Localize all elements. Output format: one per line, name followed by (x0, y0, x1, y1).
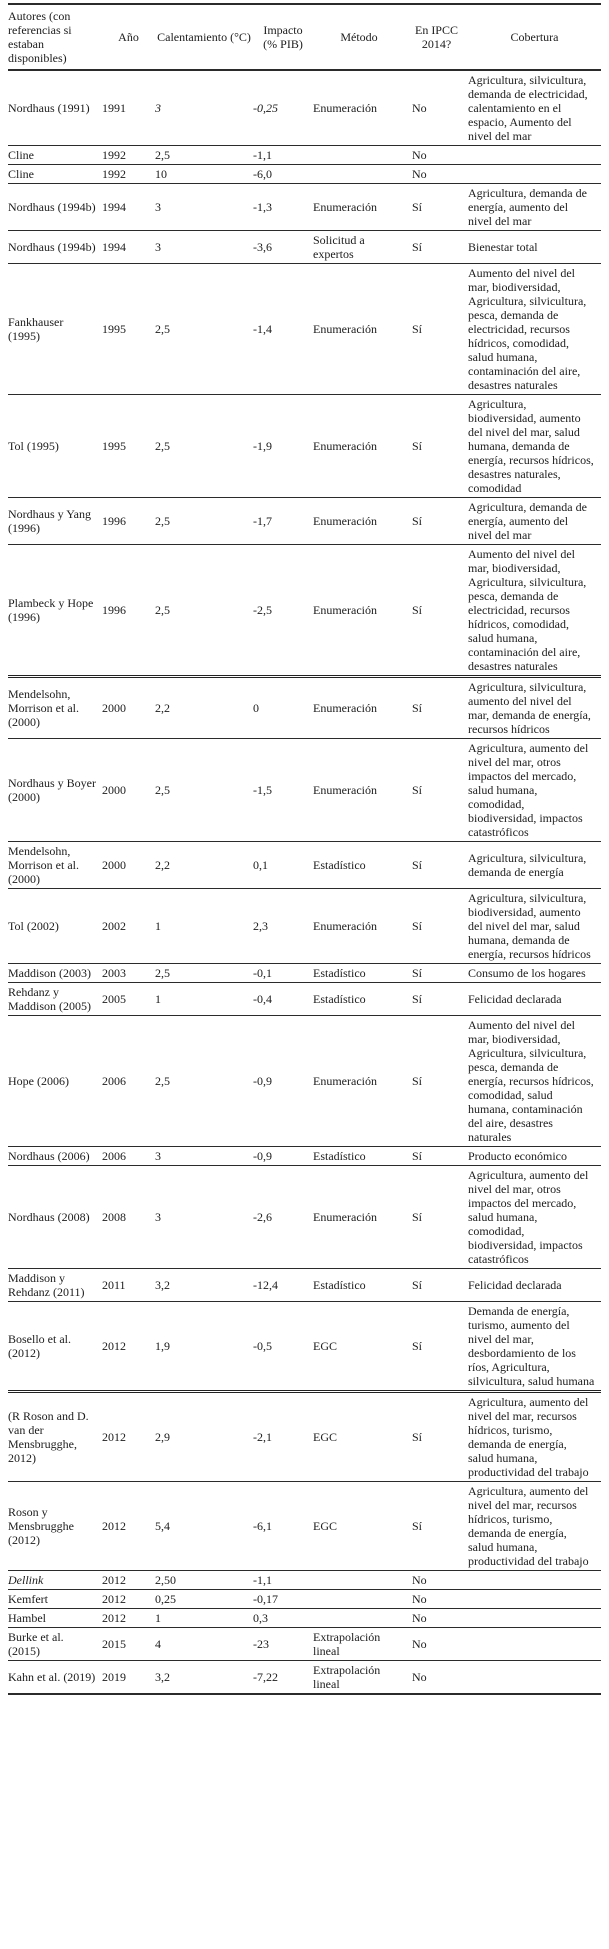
cell-year: 2015 (102, 1628, 155, 1661)
cell-year: 2002 (102, 889, 155, 964)
cell-impact: -1,4 (253, 264, 313, 395)
cell-ipcc: Sí (405, 184, 468, 231)
cell-author: Nordhaus y Yang (1996) (8, 498, 102, 545)
cell-ipcc: Sí (405, 842, 468, 889)
cell-warming: 3,2 (155, 1269, 253, 1302)
cell-coverage: Agricultura, silvicultura, biodiversidad, aumento del nivel del mar, salud humana, demanda de energía, recursos hídricos (468, 889, 601, 964)
cell-author: Maddison y Rehdanz (2011) (8, 1269, 102, 1302)
cell-ipcc: Sí (405, 964, 468, 983)
table-row (8, 1147, 601, 1166)
cell-coverage: Consumo de los hogares (468, 964, 601, 983)
cell-warming: 3 (155, 184, 253, 231)
cell-author: Bosello et al. (2012) (8, 1302, 102, 1392)
cell-coverage: Bienestar total (468, 231, 601, 264)
cell-author: Nordhaus (1991) (8, 101, 90, 115)
cell-year: 2008 (102, 1166, 155, 1269)
cell-ipcc: No (405, 1628, 468, 1661)
cell-ipcc: Sí (405, 1166, 468, 1269)
cell-method (313, 1590, 405, 1609)
cell-author: Dellink (8, 1571, 102, 1590)
col-header-coverage: Cobertura (468, 4, 601, 70)
cell-method: Enumeración (313, 1166, 405, 1269)
table-row (8, 1016, 601, 1147)
cell-year: 1996 (102, 545, 155, 677)
cell-year: 2012 (102, 1392, 155, 1482)
cell-impact: -0,17 (253, 1590, 313, 1609)
cell-coverage (468, 1661, 601, 1695)
cell-warming: 1 (155, 983, 253, 1016)
cell-impact: 2,3 (253, 889, 313, 964)
cell-method (313, 1571, 405, 1590)
table-row (8, 1269, 601, 1302)
cell-author: Cline (8, 165, 102, 184)
cell-warming: 3 (155, 1166, 253, 1269)
header-row (8, 4, 601, 70)
cell-impact: -1,1 (253, 1571, 313, 1590)
cell-ipcc: Sí (405, 677, 468, 739)
cell-method: Enumeración (313, 184, 405, 231)
cell-warming: 2,2 (155, 842, 253, 889)
cell-coverage: Agricultura, biodiversidad, aumento del nivel del mar, salud humana, demanda de energía, recursos hídricos, desastres naturales, comodidad (468, 395, 601, 498)
table-row (8, 1302, 601, 1392)
cell-method: Estadístico (313, 842, 405, 889)
table-row (8, 70, 601, 146)
cell-method: Estadístico (313, 1269, 405, 1302)
table-row (8, 1661, 601, 1695)
cell-year: 1996 (102, 498, 155, 545)
cell-author: Nordhaus (2008) (8, 1166, 102, 1269)
cell-impact: -0,4 (253, 983, 313, 1016)
cell-author: Nordhaus y Boyer (2000) (8, 739, 102, 842)
cell-warming: 10 (155, 165, 253, 184)
cell-coverage: Aumento del nivel del mar, biodiversidad, Agricultura, silvicultura, pesca, demanda de electricidad, recursos hídricos, comodidad, salud humana, contaminación del aire, desastres naturales (468, 264, 601, 395)
cell-author: (R Roson and D. van der Mensbrugghe, 2012) (8, 1392, 102, 1482)
cell-method (313, 1609, 405, 1628)
table-row (8, 1628, 601, 1661)
cell-author: Cline (8, 146, 102, 165)
cell-coverage: Agricultura, silvicultura, aumento del nivel del mar, demanda de energía, recursos hídricos (468, 677, 601, 739)
cell-impact: -2,6 (253, 1166, 313, 1269)
cell-warming: 3 (155, 231, 253, 264)
table-row (8, 964, 601, 983)
table-row (8, 739, 601, 842)
table-row (8, 264, 601, 395)
cell-year: 2019 (102, 1661, 155, 1695)
cell-ipcc: Sí (405, 264, 468, 395)
cell-method: EGC (313, 1482, 405, 1571)
cell-year: 1995 (102, 395, 155, 498)
cell-coverage (468, 1571, 601, 1590)
cell-method (313, 146, 405, 165)
cell-coverage: Agricultura, silvicultura, demanda de electricidad, calentamiento en el espacio, Aumento del nivel del mar (468, 73, 588, 143)
cell-author: Fankhauser (1995) (8, 264, 102, 395)
cell-year: 1994 (102, 231, 155, 264)
scanned-table-page (0, 3, 609, 1949)
cell-ipcc: No (405, 1571, 468, 1590)
cell-author: Rehdanz y Maddison (2005) (8, 983, 102, 1016)
cell-impact: 0 (253, 677, 313, 739)
cell-impact: -6,0 (253, 165, 313, 184)
cell-ipcc: Sí (405, 1269, 468, 1302)
cell-year: 2000 (102, 739, 155, 842)
cell-impact: 0,3 (253, 1609, 313, 1628)
cell-warming: 2,5 (155, 146, 253, 165)
cell-warming: 2,5 (155, 964, 253, 983)
cell-coverage: Agricultura, demanda de energía, aumento del nivel del mar (468, 498, 601, 545)
cell-method: Enumeración (313, 545, 405, 677)
cell-warming: 2,5 (155, 1016, 253, 1147)
cell-impact: -3,6 (253, 231, 313, 264)
cell-ipcc: Sí (405, 983, 468, 1016)
cell-author: Mendelsohn, Morrison et al. (2000) (8, 842, 102, 889)
cell-author: Mendelsohn, Morrison et al. (2000) (8, 677, 102, 739)
cell-year: 2000 (102, 677, 155, 739)
cell-method: Solicitud a expertos (313, 231, 405, 264)
cell-impact: -2,1 (253, 1392, 313, 1482)
cell-coverage: Aumento del nivel del mar, biodiversidad, Agricultura, silvicultura, pesca, demanda de electricidad, recursos hídricos, comodidad, salud humana, contaminación del aire, desastres naturales (468, 545, 601, 677)
cell-warming: 2,5 (155, 264, 253, 395)
cell-impact: -1,9 (253, 395, 313, 498)
cell-author: Burke et al. (2015) (8, 1628, 102, 1661)
cell-author: Nordhaus (2006) (8, 1147, 102, 1166)
cell-impact: -12,4 (253, 1269, 313, 1302)
table-row (8, 842, 601, 889)
cell-ipcc: Sí (405, 545, 468, 677)
cell-method: Enumeración (313, 739, 405, 842)
cell-method: Extrapolación lineal (313, 1661, 405, 1695)
cell-warming: 2,2 (155, 677, 253, 739)
cell-coverage: Felicidad declarada (468, 983, 601, 1016)
cell-warming: 2,5 (155, 498, 253, 545)
cell-coverage: Felicidad declarada (468, 1269, 601, 1302)
cell-year: 2012 (102, 1609, 155, 1628)
cell-year: 2012 (102, 1302, 155, 1392)
cell-warming: 1 (155, 1609, 253, 1628)
cell-year: 2011 (102, 1269, 155, 1302)
cell-coverage: Agricultura, aumento del nivel del mar, recursos hídricos, turismo, demanda de energía, salud humana, productividad del trabajo (468, 1482, 601, 1571)
cell-impact: -23 (253, 1628, 313, 1661)
cell-author: Kahn et al. (2019) (8, 1661, 102, 1695)
cell-ipcc: Sí (405, 231, 468, 264)
cell-coverage (468, 146, 601, 165)
cell-year: 1994 (102, 184, 155, 231)
table-row (8, 677, 601, 739)
cell-ipcc: No (405, 165, 468, 184)
cell-author: Maddison (2003) (8, 964, 102, 983)
table-row (8, 165, 601, 184)
col-header-ipcc: En IPCC 2014? (405, 4, 468, 70)
cell-ipcc: No (405, 146, 468, 165)
cell-impact: -0,5 (253, 1302, 313, 1392)
table-row (8, 184, 601, 231)
cell-ipcc: Sí (405, 1302, 468, 1392)
cell-coverage: Agricultura, silvicultura, demanda de energía (468, 842, 601, 889)
cell-year: 2006 (102, 1147, 155, 1166)
cell-ipcc: Sí (405, 498, 468, 545)
table-row (8, 146, 601, 165)
cell-method: EGC (313, 1392, 405, 1482)
col-header-warming: Calentamiento (°C) (155, 4, 253, 70)
cell-coverage: Agricultura, demanda de energía, aumento del nivel del mar (468, 184, 601, 231)
cell-year: 1991 (102, 101, 126, 115)
cell-ipcc: No (405, 1661, 468, 1695)
cell-ipcc: Sí (405, 889, 468, 964)
cell-impact: -1,3 (253, 184, 313, 231)
cell-year: 2012 (102, 1590, 155, 1609)
cell-method: Estadístico (313, 983, 405, 1016)
col-header-method: Método (313, 4, 405, 70)
cell-year: 2012 (102, 1571, 155, 1590)
cell-year: 2003 (102, 964, 155, 983)
cell-impact: -1,5 (253, 739, 313, 842)
cell-impact: -0,1 (253, 964, 313, 983)
cell-year: 1992 (102, 165, 155, 184)
cell-warming: 0,25 (155, 1590, 253, 1609)
table-row (8, 1590, 601, 1609)
cell-method: Estadístico (313, 964, 405, 983)
cell-author: Nordhaus (1994b) (8, 231, 102, 264)
cell-warming: 3 (155, 101, 161, 115)
cell-author: Hambel (8, 1609, 102, 1628)
col-header-authors: Autores (con referencias si estaban disponibles) (8, 4, 102, 70)
cell-method: EGC (313, 1302, 405, 1392)
cell-warming: 2,5 (155, 395, 253, 498)
cell-author: Roson y Mensbrugghe (2012) (8, 1482, 102, 1571)
cell-ipcc: No (405, 1590, 468, 1609)
cell-author: Tol (1995) (8, 395, 102, 498)
cell-ipcc: Sí (405, 1147, 468, 1166)
cell-year: 2012 (102, 1482, 155, 1571)
cell-ipcc: Sí (405, 1392, 468, 1482)
table-row (8, 1482, 601, 1571)
cell-warming: 3 (155, 1147, 253, 1166)
cell-year: 1995 (102, 264, 155, 395)
cell-warming: 4 (155, 1628, 253, 1661)
cell-warming: 2,5 (155, 545, 253, 677)
cell-coverage (468, 1590, 601, 1609)
cell-coverage: Agricultura, aumento del nivel del mar, otros impactos del mercado, salud humana, comodidad, biodiversidad, impactos catastróficos (468, 739, 601, 842)
cell-ipcc: No (405, 1609, 468, 1628)
cell-method: Enumeración (313, 677, 405, 739)
cell-author: Plambeck y Hope (1996) (8, 545, 102, 677)
cell-coverage (468, 165, 601, 184)
table-row (8, 889, 601, 964)
climate-impact-estimates-table (8, 3, 601, 1695)
table-row (8, 1609, 601, 1628)
cell-warming: 2,50 (155, 1571, 253, 1590)
table-row (8, 1392, 601, 1482)
cell-impact: -0,25 (253, 101, 278, 115)
cell-warming: 2,5 (155, 739, 253, 842)
cell-impact: -0,9 (253, 1147, 313, 1166)
cell-warming: 5,4 (155, 1482, 253, 1571)
cell-method (313, 165, 405, 184)
cell-method: Enumeración (313, 1016, 405, 1147)
table-row (8, 1571, 601, 1590)
table-row (8, 545, 601, 677)
cell-coverage: Agricultura, aumento del nivel del mar, recursos hídricos, turismo, demanda de energía, salud humana, productividad del trabajo (468, 1392, 601, 1482)
cell-coverage (468, 1628, 601, 1661)
table-row (8, 498, 601, 545)
cell-method: Enumeración (313, 101, 377, 115)
cell-year: 2000 (102, 842, 155, 889)
cell-warming: 3,2 (155, 1661, 253, 1695)
cell-year: 2005 (102, 983, 155, 1016)
cell-impact: -1,7 (253, 498, 313, 545)
cell-method: Enumeración (313, 264, 405, 395)
table-row (8, 983, 601, 1016)
cell-ipcc: Sí (405, 739, 468, 842)
cell-coverage: Aumento del nivel del mar, biodiversidad, Agricultura, silvicultura, pesca, demanda de energía, recursos hídricos, comodidad, salud humana, contaminación del aire, desastres naturales (468, 1016, 601, 1147)
cell-warming: 1,9 (155, 1302, 253, 1392)
cell-impact: -6,1 (253, 1482, 313, 1571)
cell-method: Estadístico (313, 1147, 405, 1166)
cell-year: 1992 (102, 146, 155, 165)
cell-ipcc: Sí (405, 1482, 468, 1571)
table-row (8, 395, 601, 498)
cell-year: 2006 (102, 1016, 155, 1147)
cell-ipcc: Sí (405, 395, 468, 498)
table-row (8, 231, 601, 264)
cell-warming: 2,9 (155, 1392, 253, 1482)
table-row (8, 1166, 601, 1269)
cell-coverage: Demanda de energía, turismo, aumento del nivel del mar, desbordamiento de los ríos, Agricultura, silvicultura, salud humana (468, 1302, 601, 1392)
cell-author: Tol (2002) (8, 889, 102, 964)
cell-method: Enumeración (313, 395, 405, 498)
cell-author: Kemfert (8, 1590, 102, 1609)
cell-coverage: Producto económico (468, 1147, 601, 1166)
cell-impact: -0,9 (253, 1016, 313, 1147)
col-header-year: Año (102, 4, 155, 70)
cell-method: Enumeración (313, 889, 405, 964)
cell-warming: 1 (155, 889, 253, 964)
cell-impact: -2,5 (253, 545, 313, 677)
cell-author: Hope (2006) (8, 1016, 102, 1147)
cell-impact: -7,22 (253, 1661, 313, 1695)
cell-method: Enumeración (313, 498, 405, 545)
cell-impact: 0,1 (253, 842, 313, 889)
cell-ipcc: No (412, 101, 427, 115)
cell-author: Nordhaus (1994b) (8, 184, 102, 231)
col-header-impact: Impacto (% PIB) (253, 4, 313, 70)
cell-method: Extrapolación lineal (313, 1628, 405, 1661)
cell-coverage: Agricultura, aumento del nivel del mar, otros impactos del mercado, salud humana, comodidad, biodiversidad, impactos catastróficos (468, 1166, 601, 1269)
cell-impact: -1,1 (253, 146, 313, 165)
cell-coverage (468, 1609, 601, 1628)
cell-ipcc: Sí (405, 1016, 468, 1147)
